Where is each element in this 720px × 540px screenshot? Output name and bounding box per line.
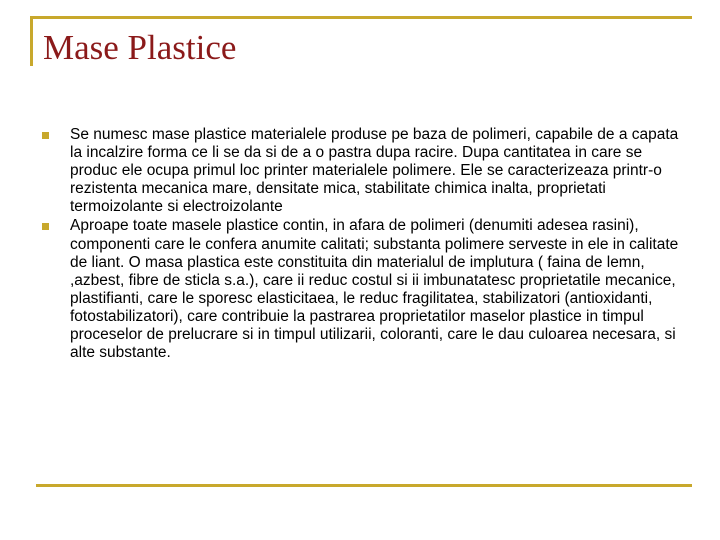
bullet-list xyxy=(42,126,682,363)
bullet-item-composition xyxy=(42,217,682,362)
bullet-text: Se numesc mase plastice materialele produse pe baza de polimeri, capabile de a capata la incalzire forma ce li se da si de a o pastra dupa racire. Dupa cantitatea in care se produc ele ocupa primul loc printer materialele polimere. Ele se caracterizeaza printr-o rezistenta mecanica mare, densitate mica, stabilitate chimica inalta, proprietati termoizolante si electroizolante xyxy=(70,126,679,216)
top-rule xyxy=(30,16,692,19)
square-bullet-icon xyxy=(42,223,49,230)
left-rule xyxy=(30,16,33,66)
slide-title: Mase Plastice xyxy=(43,28,237,67)
bullet-item-definition xyxy=(42,126,682,216)
bullet-text: Aproape toate masele plastice contin, in afara de polimeri (denumiti adesea rasini), componenti care le confera anumite calitati; substanta polimere serveste in ele in calitate de liant. O masa plastica este constituita din materialul de implutura ( faina de lemn, ,azbest, fibre de sticla s.a.), care ii reduc costul si ii imbunatatesc proprietatile mecanice, plastifianti, care le sporesc elasticitaea, le reduc fragilitatea, stabilizatori (antioxidanti, fotostabilizatori), care contribuie la pastrarea proprietatilor maselor plastice in timpul proceselor de prelucrare si in timpul utilizarii, coloranti, care le dau culoarea necesara, si alte substante. xyxy=(70,217,679,362)
square-bullet-icon xyxy=(42,132,49,139)
bottom-rule xyxy=(36,484,692,487)
